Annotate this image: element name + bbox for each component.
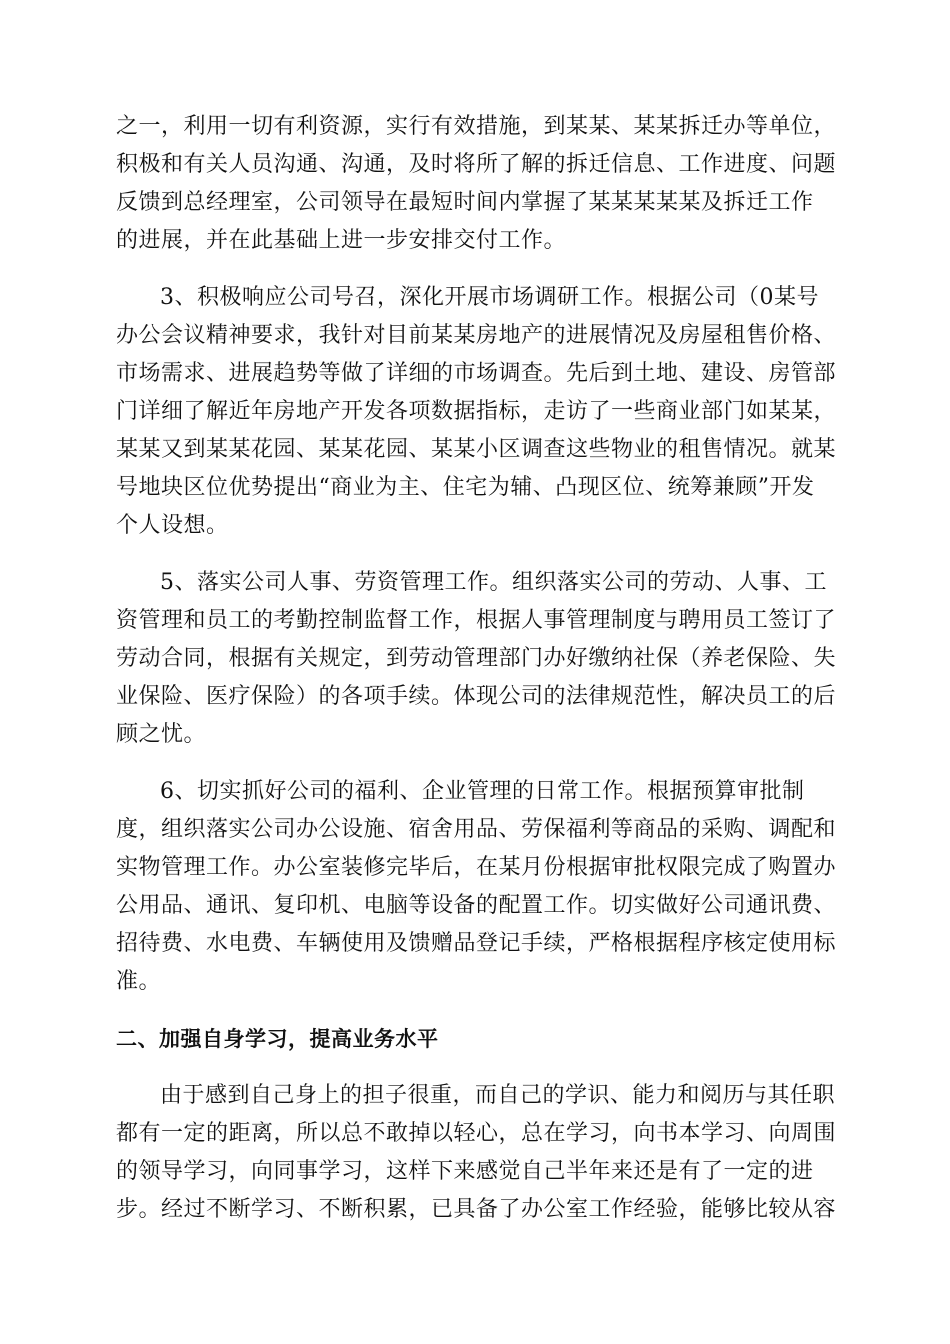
text-line: 之一，利用一切有利资源，实行有效措施，到某某、某某拆迁办等单位， bbox=[116, 114, 837, 139]
paragraph-item-3 bbox=[116, 279, 836, 545]
text-line: 业保险、医疗保险）的各项手续。体现公司的法律规范性，解决员工的后 bbox=[116, 684, 837, 709]
paragraph-item-6 bbox=[116, 773, 836, 1001]
text-line: 反馈到总经理室，公司领导在最短时间内掌握了某某某某某及拆迁工作 bbox=[116, 190, 814, 215]
text-line: 准。 bbox=[116, 969, 162, 994]
text-line: 的领导学习，向同事学习，这样下来感觉自己半年来还是有了一定的进 bbox=[116, 1159, 814, 1184]
section-heading-text: 二、加强自身学习，提高业务水平 bbox=[116, 1027, 439, 1051]
paragraph-item-5 bbox=[116, 564, 836, 754]
text-line: 招待费、水电费、车辆使用及馈赠品登记手续，严格根据程序核定使用标 bbox=[116, 931, 837, 956]
text-line: 5、落实公司人事、劳资管理工作。组织落实公司的劳动、人事、工 bbox=[160, 570, 827, 595]
text-line: 公用品、通讯、复印机、电脑等设备的配置工作。切实做好公司通讯费、 bbox=[116, 893, 837, 918]
text-line: 实物管理工作。办公室装修完毕后，在某月份根据审批权限完成了购置办 bbox=[116, 855, 837, 880]
text-line: 积极和有关人员沟通、沟通，及时将所了解的拆迁信息、工作进度、问题 bbox=[116, 152, 837, 177]
paragraph-study bbox=[116, 1077, 836, 1229]
paragraph-1 bbox=[116, 108, 836, 260]
section-heading bbox=[116, 1020, 836, 1058]
text-line: 劳动合同，根据有关规定，到劳动管理部门办好缴纳社保（养老保险、失 bbox=[116, 646, 837, 671]
text-line: 6、切实抓好公司的福利、企业管理的日常工作。根据预算审批制 bbox=[160, 779, 805, 804]
text-line: 步。经过不断学习、不断积累，已具备了办公室工作经验，能够比较从容 bbox=[116, 1197, 837, 1222]
text-line: 3、积极响应公司号召，深化开展市场调研工作。根据公司（0某号 bbox=[160, 285, 819, 310]
text-line: 都有一定的距离，所以总不敢掉以轻心，总在学习，向书本学习、向周围 bbox=[116, 1121, 837, 1146]
text-line: 资管理和员工的考勤控制监督工作，根据人事管理制度与聘用员工签订了 bbox=[116, 608, 837, 633]
text-line: 个人设想。 bbox=[116, 513, 229, 538]
text-line: 号地块区位优势提出“商业为主、住宅为辅、凸现区位、统筹兼顾”开发 bbox=[116, 475, 815, 500]
text-line: 由于感到自己身上的担子很重，而自己的学识、能力和阅历与其任职 bbox=[160, 1083, 836, 1108]
text-line: 度，组织落实公司办公设施、宿舍用品、劳保福利等商品的采购、调配和 bbox=[116, 817, 837, 842]
text-line: 市场需求、进展趋势等做了详细的市场调查。先后到土地、建设、房管部 bbox=[116, 361, 837, 386]
text-line: 门详细了解近年房地产开发各项数据指标，走访了一些商业部门如某某， bbox=[116, 399, 837, 424]
text-line: 办公会议精神要求，我针对目前某某房地产的进展情况及房屋租售价格、 bbox=[116, 323, 837, 348]
document-body bbox=[116, 108, 836, 1248]
text-line: 顾之忧。 bbox=[116, 722, 207, 747]
text-line: 的进展，并在此基础上进一步安排交付工作。 bbox=[116, 228, 567, 253]
text-line: 某某又到某某花园、某某花园、某某小区调查这些物业的租售情况。就某 bbox=[116, 437, 837, 462]
